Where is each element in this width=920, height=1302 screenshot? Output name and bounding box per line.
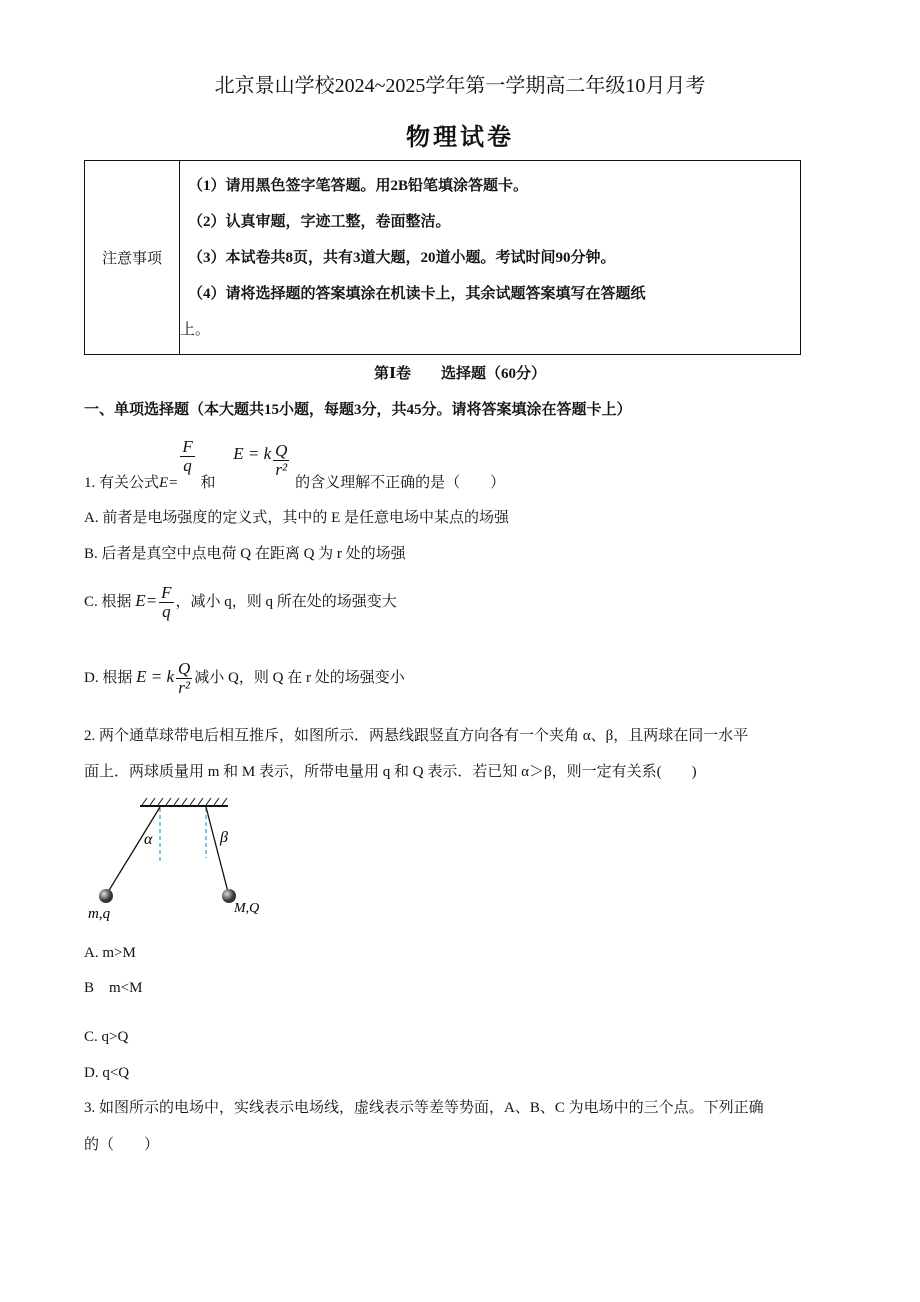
q2-option-c[interactable]: C. q>Q xyxy=(84,1029,129,1045)
q2-option-a[interactable]: A. m>M xyxy=(84,945,136,961)
section1-title: 一、单项选择题（本大题共15小题，每题3分，共45分。请将答案填涂在答题卡上） xyxy=(84,402,632,418)
alpha-label: α xyxy=(144,831,153,848)
question-2-line2: 面上．两球质量用 m 和 M 表示，所带电量用 q 和 Q 表示．若已知 α＞β，则一定有关系( ) xyxy=(84,764,697,780)
notice-item: （3）本试卷共8页，共有3道大题，20道小题。考试时间90分钟。 xyxy=(188,249,616,266)
question-3-line2: 的（ ） xyxy=(84,1137,160,1153)
q2-option-b[interactable]: B m<M xyxy=(84,980,143,996)
question-1: 1. 有关公式E= $\frac{F}{q}$ 和 E = k $\frac{Q}{\text{r²}}$ 的含义理解不正确的是（ ） xyxy=(84,437,506,491)
pendulum-figure xyxy=(80,780,300,930)
q1-option-d[interactable]: D. 根据 E = k $\frac{Q}{\text{r²}}$ 减小 Q，则 Q 在 r 处的场强变小 xyxy=(84,659,405,697)
question-2-line1: 2. 两个通草球带电后相互推斥，如图所示．两悬线跟竖直方向各有一个夹角 α、β，且两球在同一水平 xyxy=(84,728,749,744)
notice-item: （4）请将选择题的答案填涂在机读卡上，其余试题答案填写在答题纸 xyxy=(188,285,646,302)
question-3-line1: 3. 如图所示的电场中，实线表示电场线，虚线表示等差等势面，A、B、C 为电场中的三个点。下列正确 xyxy=(84,1100,764,1116)
q1-option-c[interactable]: C. 根据 E= $\frac{F}{q}$ ，减小 q，则 q 所在处的场强变大 xyxy=(84,583,397,621)
subject-title: 物理试卷 xyxy=(406,125,514,151)
notice-item: （1）请用黑色签字笔答题。用2B铅笔填涂答题卡。 xyxy=(188,177,529,194)
notice-label: 注意事项 xyxy=(85,161,180,355)
notice-item: （2）认真审题，字迹工整，卷面整洁。 xyxy=(188,213,451,230)
left-ball-label: m,q xyxy=(88,906,111,922)
ball-left xyxy=(99,889,113,903)
notice-table xyxy=(84,160,801,355)
exam-title: 北京景山学校2024~2025学年第一学期高二年级10月月考 xyxy=(214,75,706,97)
notice-item: 上。 xyxy=(180,321,211,338)
fraction-f-over-q: $\frac{F}{q}$ xyxy=(182,437,193,475)
right-ball-label: M,Q xyxy=(234,901,260,916)
beta-label: β xyxy=(220,829,228,846)
q1-option-b[interactable]: B. 后者是真空中点电荷 Q 在距离 Q 为 r 处的场强 xyxy=(84,546,406,562)
part1-title: 第Ⅰ卷 选择题（60分） xyxy=(373,366,547,382)
q1-option-a[interactable]: A. 前者是电场强度的定义式，其中的 E 是任意电场中某点的场强 xyxy=(84,510,509,526)
q2-option-d[interactable]: D. q<Q xyxy=(84,1065,130,1081)
